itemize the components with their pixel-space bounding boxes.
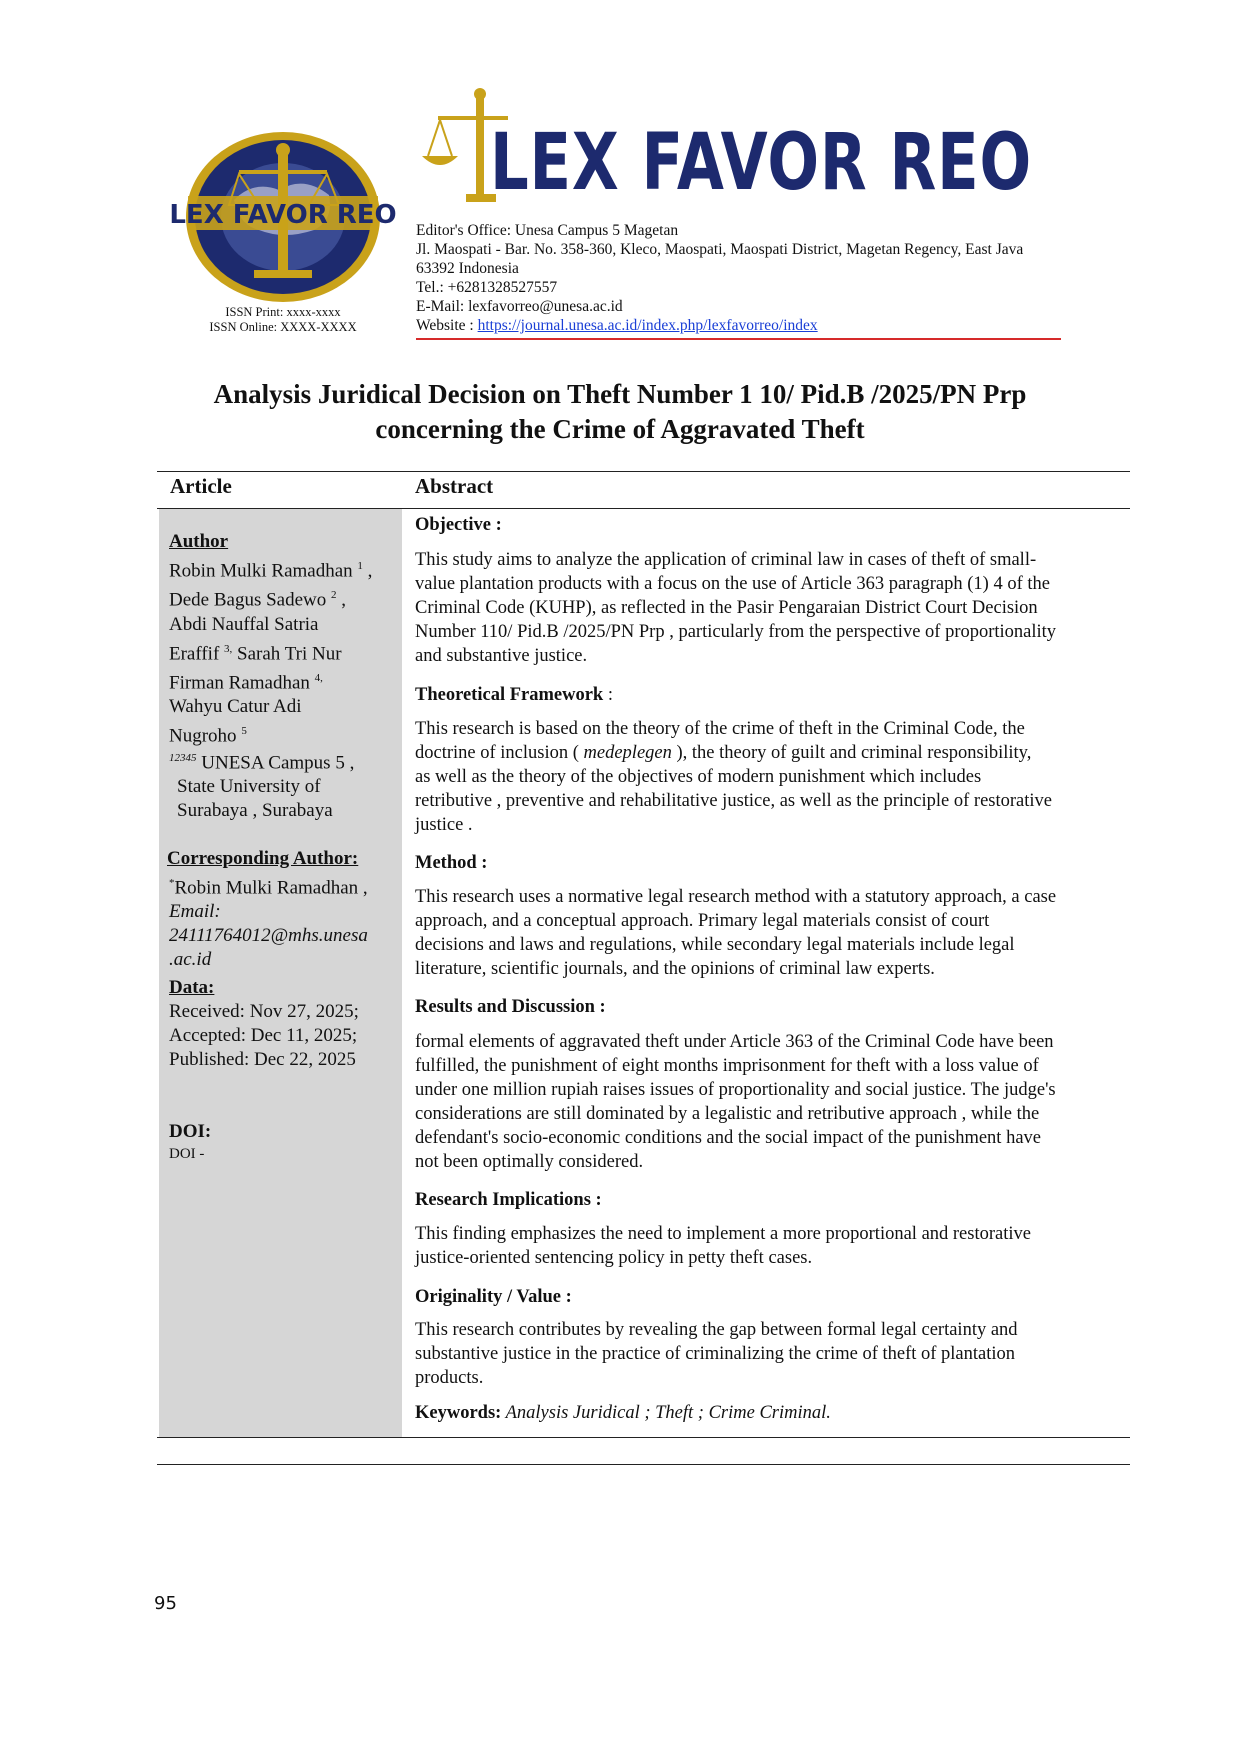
table-bottom-rule <box>157 1437 1130 1438</box>
accepted-date: Accepted: Dec 11, 2025; <box>169 1025 358 1046</box>
author-list <box>169 554 397 749</box>
corr-email-label: Email: <box>169 901 221 923</box>
dates <box>169 1000 397 1072</box>
author-line: Wahyu Catur Adi <box>169 696 302 718</box>
implications-text: This finding emphasizes the need to implement a more proportional and restorative justice-oriented sentencing policy in petty theft cases. <box>415 1224 1031 1268</box>
author-line: Dede Bagus Sadewo $^2$ , <box>169 589 346 611</box>
table-bottom-rule-2 <box>157 1464 1130 1465</box>
seal-text: LEX FAVOR REO <box>169 200 397 230</box>
keywords-list: Analysis Juridical ; Theft ; Crime Criminal. <box>501 1403 831 1423</box>
affiliation-line-1: UNESA Campus 5 , <box>196 752 355 774</box>
doi-heading: DOI: <box>169 1121 212 1142</box>
author-line: Robin Mulki Ramadhan $^1$ , <box>169 560 373 582</box>
affiliation-line-3: Surabaya , Surabaya <box>177 800 333 822</box>
received-date: Received: Nov 27, 2025; <box>169 1001 359 1022</box>
data-heading: Data: <box>169 977 215 998</box>
email: E-Mail: lexfavorreo@unesa.ac.id <box>416 298 623 315</box>
corr-sup: * <box>169 877 175 889</box>
originality-heading: Originality / Value : <box>415 1287 572 1307</box>
objective-text: This study aims to analyze the application of criminal law in cases of theft of small- value plantation products with a focus on the use of Article 363 paragraph (1) 4 of the Criminal Code (KUHP), as reflected in the Pasir Pengaraian District Court Decision Number 110/ Pid.B /2025/PN Prp , particularly from the perspective of proportionality and substantive justice. <box>415 550 1057 666</box>
telephone: Tel.: +6281328527557 <box>416 279 558 296</box>
author-line: Firman Ramadhan $^{4,}$ <box>169 671 323 694</box>
framework-text: This research is based on the theory of the crime of theft in the Criminal Code, the doctrine of inclusion ( medeplegen ), the theory of guilt and criminal responsibility, as well as the theory of the objectives of modern punishment which includes retributive , preventive and rehabilitative justice, as well as the principle of restorative justice . <box>415 719 1052 835</box>
keywords-label: Keywords: <box>415 1403 502 1423</box>
title-line-1: Analysis Juridical Decision on Theft Number 1 10/ Pid.B /2025/PN Prp <box>213 379 1027 409</box>
author-heading: Author <box>169 531 229 552</box>
results-heading: Results and Discussion : <box>415 997 606 1017</box>
issn-print: ISSN Print: xxxx-xxxx <box>225 305 341 319</box>
method-heading: Method : <box>415 853 488 873</box>
originality-text: This research contributes by revealing the gap between formal legal certainty and substantive justice in the practice of criminalizing the crime of theft of plantation products. <box>415 1320 1018 1388</box>
method-text: This research uses a normative legal research method with a statutory approach, a case approach, and a conceptual approach. Primary legal materials consist of court decisions and laws and regulations, while secondary legal materials include legal literature, scientific journals, and the opinions of criminal law experts. <box>415 887 1057 979</box>
website <box>416 316 818 335</box>
corr-name: Robin Mulki Ramadhan , <box>174 877 368 899</box>
affiliation-sup: 12345 <box>169 752 197 764</box>
corresponding-heading: Corresponding Author: <box>167 848 359 869</box>
framework-heading: Theoretical Framework : <box>415 685 613 705</box>
table-top-rule <box>157 471 1130 472</box>
affiliation-line-2: State University of <box>177 776 321 798</box>
website-link[interactable]: https://journal.unesa.ac.id/index.php/lexfavorreo/index <box>477 317 818 334</box>
website-label: Website : <box>416 317 478 334</box>
journal-wordmark: LEX FAVOR REO <box>490 118 1032 208</box>
keywords <box>415 1401 1120 1425</box>
author-line: Nugroho $^5$ <box>169 725 247 747</box>
doi-value: DOI - <box>169 1146 205 1162</box>
affiliation <box>169 746 397 823</box>
journal-seal-logo <box>169 130 397 305</box>
author-line: Eraffif $^{3,}$ Sarah Tri Nur <box>169 642 342 664</box>
editor-office: Editor's Office: Unesa Campus 5 Magetan <box>416 222 679 239</box>
address-line-1: Jl. Maospati - Bar. No. 358-360, Kleco, Maospati, Maospati District, Magetan Regency, East Java <box>416 241 1024 258</box>
page-number: 95 <box>154 1593 177 1614</box>
objective-heading: Objective : <box>415 515 502 535</box>
column-header-abstract: Abstract <box>415 474 494 498</box>
header-divider <box>416 338 1061 340</box>
corresponding-author <box>169 871 397 972</box>
address-line-2: 63392 Indonesia <box>416 260 519 277</box>
results-text: formal elements of aggravated theft under Article 363 of the Criminal Code have been fulfilled, the punishment of eight months imprisonment for theft with a loss value of under one million rupiah raises issues of proportionality and social justice. The judge's considerations are still dominated by a legalistic and retributive approach , while the defendant's socio-economic conditions and the social impact of the punishment have not been optimally considered. <box>415 1032 1056 1172</box>
column-header-article: Article <box>170 474 232 498</box>
author-line: Abdi Nauffal Satria <box>169 613 319 635</box>
implications-heading: Research Implications : <box>415 1190 602 1210</box>
paper-title <box>140 377 1100 447</box>
issn-online: ISSN Online: XXXX-XXXX <box>209 320 357 334</box>
corr-email-2: .ac.id <box>169 949 212 971</box>
corr-email-1: 24111764012@mhs.unesa <box>169 925 368 947</box>
title-line-2: concerning the Crime of Aggravated Theft <box>375 414 865 444</box>
published-date: Published: Dec 22, 2025 <box>169 1049 356 1070</box>
